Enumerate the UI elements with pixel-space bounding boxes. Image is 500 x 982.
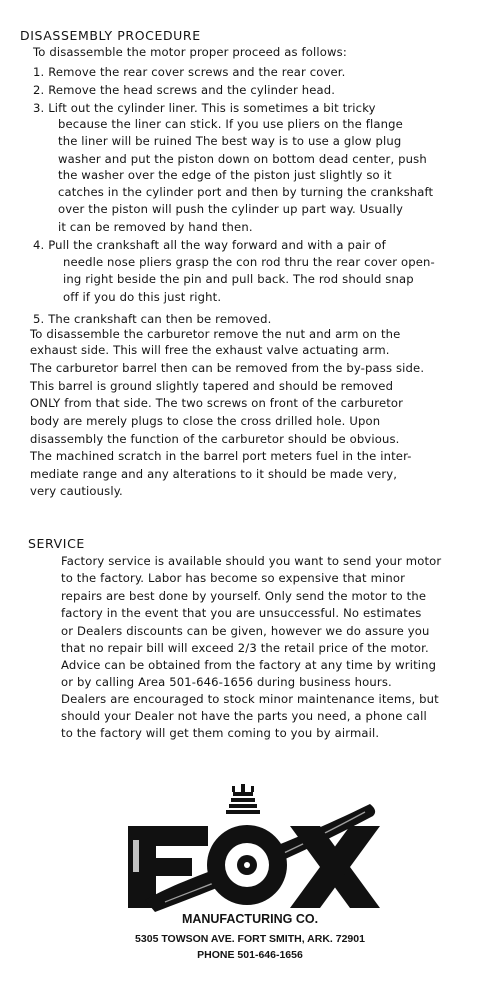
- text-line: or by calling Area 501-646-1656 during business hours.: [61, 675, 392, 689]
- text-line: To disassemble the motor proper proceed as follows:: [33, 45, 347, 59]
- text-line: needle nose pliers grasp the con rod thru the rear cover open-: [63, 255, 435, 269]
- fox-logo: [125, 782, 385, 922]
- text-line: 1. Remove the rear cover screws and the rear cover.: [33, 65, 346, 79]
- text-line: This barrel is ground slightly tapered and should be removed: [30, 379, 394, 393]
- text-line: 5. The crankshaft can then be removed.: [33, 312, 272, 326]
- text-line: mediate range and any alterations to it should be made very,: [30, 467, 398, 481]
- text-line: it can be removed by hand then.: [58, 220, 253, 234]
- service-heading: SERVICE: [28, 536, 85, 551]
- text-line: The machined scratch in the barrel port meters fuel in the inter-: [30, 449, 412, 463]
- text-line: the liner will be ruined The best way is to use a glow plug: [58, 134, 402, 148]
- text-line: to the factory. Labor has become so expensive that minor: [61, 571, 406, 585]
- text-line: factory in the event that you are unsuccessful. No estimates: [61, 606, 422, 620]
- text-line: To disassemble the carburetor remove the nut and arm on the: [30, 327, 401, 341]
- text-line: body are merely plugs to close the cross drilled hole. Upon: [30, 414, 381, 428]
- fox-logo-graphic: [125, 782, 385, 922]
- text-line: washer and put the piston down on bottom dead center, push: [58, 152, 427, 166]
- company-name: MANUFACTURING CO.: [181, 912, 319, 926]
- text-line: Factory service is available should you want to send your motor: [61, 554, 442, 568]
- text-line: catches in the cylinder port and then by turning the crankshaft: [58, 185, 434, 199]
- company-phone: PHONE 501-646-1656: [197, 949, 303, 961]
- company-address: 5305 TOWSON AVE. FORT SMITH, ARK. 72901: [135, 933, 365, 945]
- text-line: or Dealers discounts can be given, however we do assure you: [61, 624, 430, 638]
- text-line: exhaust side. This will free the exhaust valve actuating arm.: [30, 343, 390, 357]
- text-line: repairs are best done by yourself. Only send the motor to the: [61, 589, 427, 603]
- text-line: that no repair bill will exceed 2/3 the retail price of the motor.: [61, 641, 429, 655]
- text-line: disassembly the function of the carburetor should be obvious.: [30, 432, 400, 446]
- text-line: over the piston will push the cylinder up part way. Usually: [58, 202, 403, 216]
- text-line: off if you do this just right.: [63, 290, 222, 304]
- text-line: The carburetor barrel then can be removed from the by-pass side.: [30, 361, 425, 375]
- text-line: should your Dealer not have the parts you need, a phone call: [61, 709, 427, 723]
- text-line: Dealers are encouraged to stock minor maintenance items, but: [61, 692, 439, 706]
- text-line: very cautiously.: [30, 484, 123, 498]
- text-line: Advice can be obtained from the factory at any time by writing: [61, 658, 437, 672]
- text-line: 2. Remove the head screws and the cylinder head.: [33, 83, 336, 97]
- text-line: because the liner can stick. If you use pliers on the flange: [58, 117, 403, 131]
- text-line: the washer over the edge of the piston just slightly so it: [58, 168, 392, 182]
- text-line: 3. Lift out the cylinder liner. This is sometimes a bit tricky: [33, 101, 376, 115]
- text-line: to the factory will get them coming to you by airmail.: [61, 726, 380, 740]
- text-line: 4. Pull the crankshaft all the way forward and with a pair of: [33, 238, 386, 252]
- disassembly-heading: DISASSEMBLY PROCEDURE: [20, 28, 201, 43]
- text-line: ONLY from that side. The two screws on front of the carburetor: [30, 396, 404, 410]
- text-line: ing right beside the pin and pull back. The rod should snap: [63, 272, 414, 286]
